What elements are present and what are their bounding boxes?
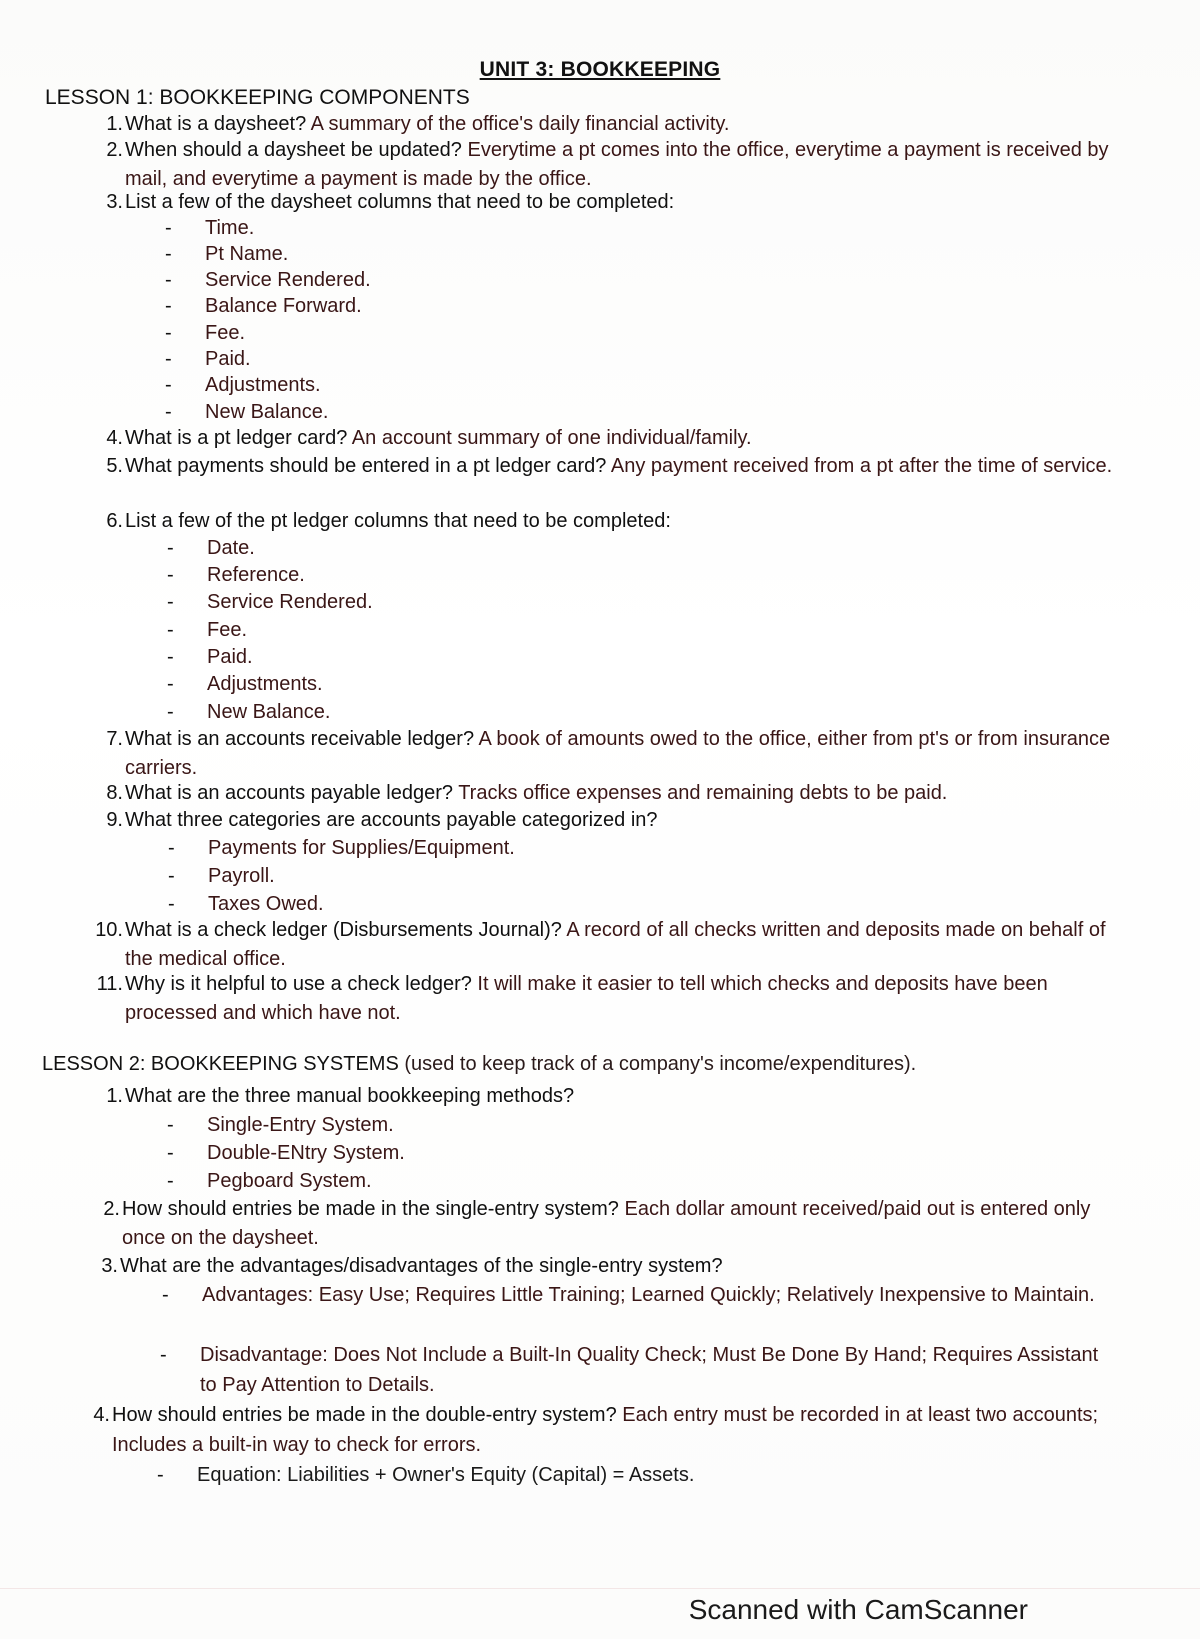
lesson-2-heading <box>42 1053 916 1076</box>
answer-text: Tracks office expenses and remaining debts to be paid. <box>458 782 948 804</box>
item-number: 9. <box>106 809 123 831</box>
question-text: What are the advantages/disadvantages of the single-entry system? <box>120 1255 723 1277</box>
question-text: What is a pt ledger card? <box>125 427 348 449</box>
lesson-1-item-6 <box>106 507 1135 536</box>
question-text: What is an accounts payable ledger? <box>125 782 453 804</box>
answer-text: A record of all checks written and deposits made on behalf of the medical office. <box>125 919 1106 970</box>
question-text: When should a daysheet be updated? <box>125 139 462 161</box>
lesson-1-item-1 <box>106 110 1135 139</box>
question-text: How should entries be made in the single-entry system? <box>122 1198 619 1220</box>
bookkeeping-method-item: - Double-ENtry System. <box>167 1142 405 1164</box>
ledger-column-item: - New Balance. <box>167 701 331 723</box>
lesson-1-item-8 <box>106 779 1135 808</box>
lesson-1-item-11 <box>96 970 1135 1028</box>
answer-text: A summary of the office's daily financial activity. <box>310 113 730 135</box>
question-text: Why is it helpful to use a check ledger? <box>125 973 472 995</box>
daysheet-column-item: - Pt Name. <box>165 243 289 265</box>
lesson-1-item-7 <box>106 725 1135 783</box>
ledger-column-item: - Paid. <box>167 646 253 668</box>
lesson-2-item-3 <box>101 1252 1130 1281</box>
lesson-1-heading: LESSON 1: BOOKKEEPING COMPONENTS <box>45 86 470 109</box>
question-text: List a few of the daysheet columns that need to be completed: <box>125 191 675 213</box>
lesson-2-item-2 <box>103 1195 1132 1253</box>
daysheet-column-item: - New Balance. <box>165 401 329 423</box>
item-number: 5. <box>106 455 123 477</box>
question-text: List a few of the pt ledger columns that need to be completed: <box>125 510 671 532</box>
lesson-2-note: (used to keep track of a company's income/expenditures). <box>404 1053 917 1075</box>
lesson-1-item-9 <box>106 806 1135 835</box>
lesson-1-item-4 <box>106 424 1135 453</box>
answer-text: Each dollar amount received/paid out is entered only once on the daysheet. <box>122 1198 1091 1249</box>
single-entry-disadvantages: - Disadvantage: Does Not Include a Built-In Quality Check; Must Be Done By Hand; Requires Assistant to Pay Attention to Details. <box>160 1344 1099 1396</box>
daysheet-column-item: - Service Rendered. <box>165 269 371 291</box>
answer-text: An account summary of one individual/family. <box>351 427 752 449</box>
scanner-watermark: Scanned with CamScanner <box>688 1594 1028 1625</box>
question-text: What is a daysheet? <box>125 113 307 135</box>
item-number: 2. <box>106 139 123 161</box>
bookkeeping-method-item: - Pegboard System. <box>167 1170 372 1192</box>
daysheet-column-item: - Adjustments. <box>165 374 321 396</box>
ledger-column-item: - Reference. <box>167 564 305 586</box>
footer-divider <box>0 1588 1200 1589</box>
ledger-column-item: - Date. <box>167 537 255 559</box>
bookkeeping-method-item: - Single-Entry System. <box>167 1114 394 1136</box>
lesson-1-item-2 <box>106 136 1135 194</box>
payable-category-item: - Payments for Supplies/Equipment. <box>168 837 515 859</box>
ledger-column-item: - Fee. <box>167 619 248 641</box>
answer-text: Any payment received from a pt after the time of service. <box>610 455 1113 477</box>
item-number: 11. <box>96 973 123 995</box>
question-text: What three categories are accounts payable categorized in? <box>125 809 658 831</box>
lesson-1-item-5 <box>106 452 1135 481</box>
unit-title: UNIT 3: BOOKKEEPING <box>479 58 721 81</box>
answer-text: Each entry must be recorded in at least two accounts; Includes a built-in way to check for errors. <box>112 1404 1099 1456</box>
lesson-1-item-10 <box>95 916 1135 974</box>
ledger-column-item: - Adjustments. <box>167 673 323 695</box>
ledger-column-item: - Service Rendered. <box>167 591 373 613</box>
lesson-2-item-1 <box>106 1082 1135 1111</box>
question-text: What is a check ledger (Disbursements Journal)? <box>125 919 562 941</box>
lesson-1-item-3 <box>106 188 1135 217</box>
daysheet-column-item: - Paid. <box>165 348 251 370</box>
payable-category-item: - Taxes Owed. <box>168 893 324 915</box>
question-text: What payments should be entered in a pt ledger card? <box>125 455 607 477</box>
answer-text: Everytime a pt comes into the office, everytime a payment is received by mail, and everytime a payment is made by the office. <box>125 139 1109 190</box>
single-entry-advantages: - Advantages: Easy Use; Requires Little Training; Learned Quickly; Relatively Inexpensive to Maintain. <box>162 1284 1095 1306</box>
item-number: 4. <box>93 1404 110 1426</box>
question-text: What is an accounts receivable ledger? <box>125 728 475 750</box>
lesson-2-item-4 <box>93 1400 1122 1460</box>
item-number: 10. <box>95 919 123 941</box>
item-number: 1. <box>106 1085 123 1107</box>
item-number: 1. <box>106 113 123 135</box>
item-number: 8. <box>106 782 123 804</box>
item-number: 7. <box>106 728 123 750</box>
answer-text: It will make it easier to tell which checks and deposits have been processed and which have not. <box>125 973 1048 1024</box>
double-entry-equation: - Equation: Liabilities + Owner's Equity (Capital) = Assets. <box>157 1464 695 1486</box>
payable-category-item: - Payroll. <box>168 865 275 887</box>
question-text: How should entries be made in the double-entry system? <box>112 1404 617 1426</box>
item-number: 6. <box>106 510 123 532</box>
daysheet-column-item: - Time. <box>165 217 255 239</box>
daysheet-column-item: - Balance Forward. <box>165 295 362 317</box>
answer-text: A book of amounts owed to the office, either from pt's or from insurance carriers. <box>125 728 1111 779</box>
item-number: 3. <box>101 1255 118 1277</box>
item-number: 3. <box>106 191 123 213</box>
lesson-2-title: LESSON 2: BOOKKEEPING SYSTEMS <box>42 1053 399 1075</box>
item-number: 4. <box>106 427 123 449</box>
item-number: 2. <box>103 1198 120 1220</box>
question-text: What are the three manual bookkeeping methods? <box>125 1085 575 1107</box>
daysheet-column-item: - Fee. <box>165 322 246 344</box>
